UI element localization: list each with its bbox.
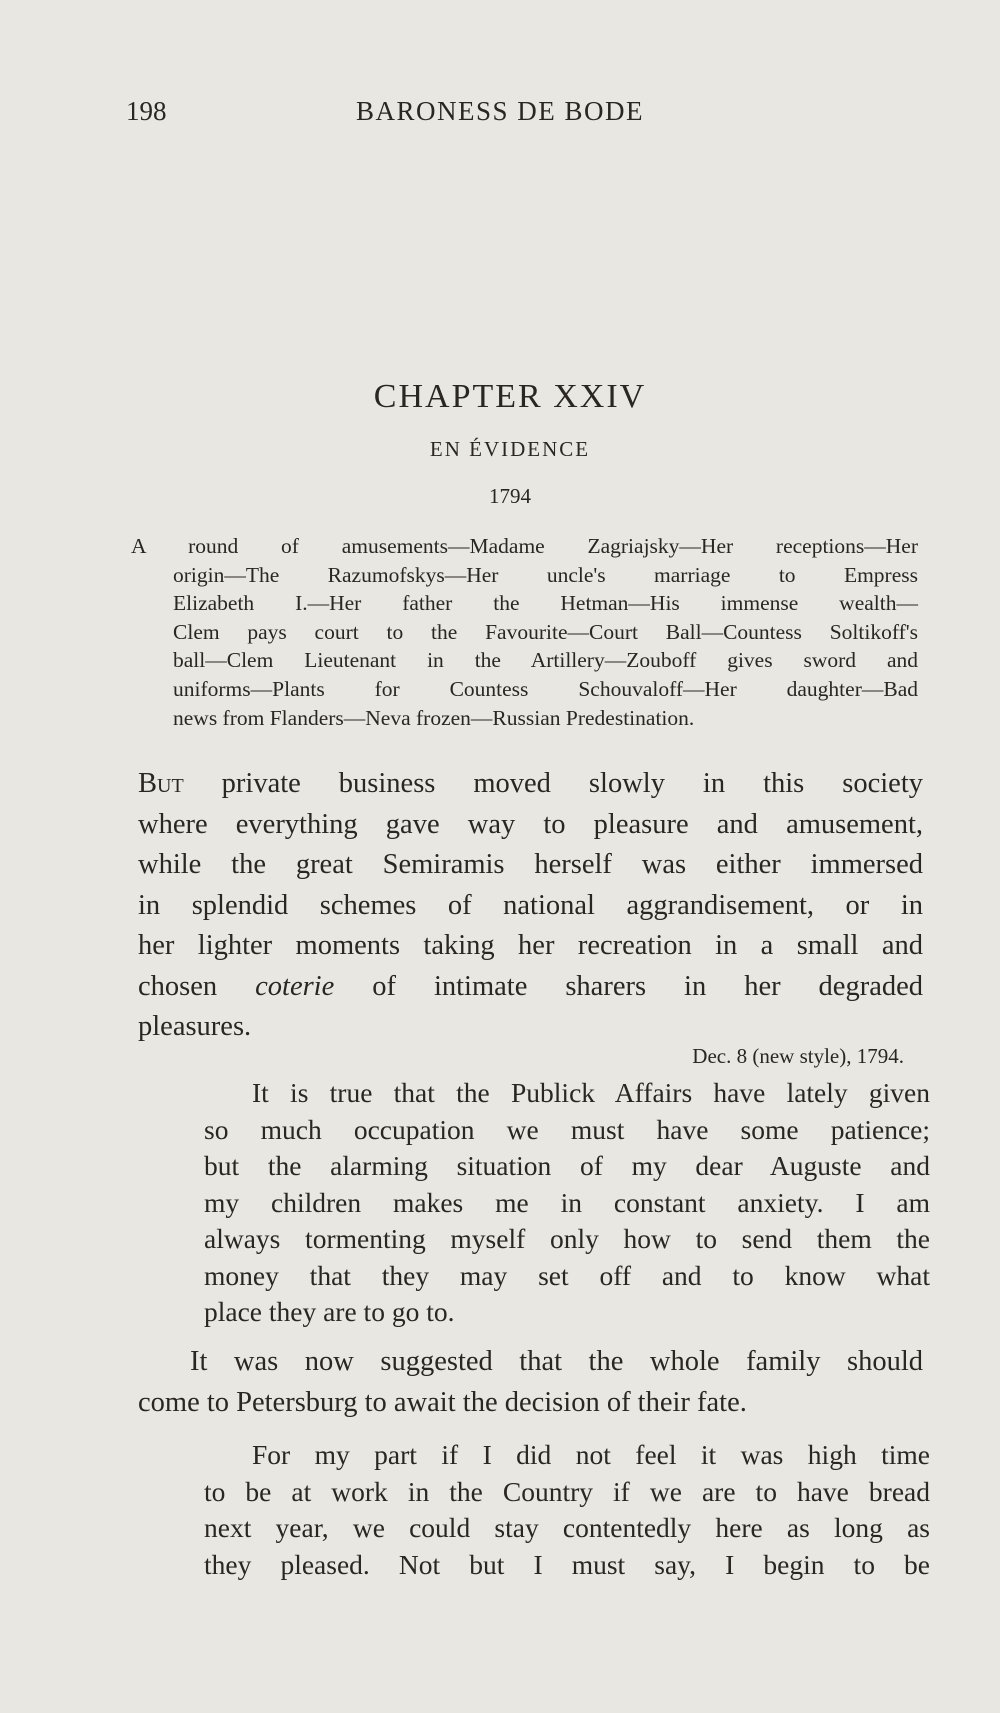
quote-line: next year, we could stay contentedly here as long as [204, 1512, 930, 1543]
body-line [138, 967, 923, 1008]
body-line-text: private business moved slowly in this society [183, 768, 923, 799]
quote-line: It is true that the Publick Affairs have lately given [252, 1077, 930, 1108]
chapter-subtitle: EN ÉVIDENCE [429, 437, 591, 461]
letter-dateline: Dec. 8 (new style), 1794. [692, 1044, 904, 1068]
body-line-text: of intimate sharers in her degraded [334, 970, 924, 1002]
chapter-title: CHAPTER XXIV [373, 378, 647, 415]
body-line: in splendid schemes of national aggrandisement, or in [138, 889, 923, 921]
body-line: come to Petersburg to await the decision of their fate. [138, 1386, 747, 1418]
letter-quote [204, 1437, 930, 1583]
body-line: where everything gave way to pleasure and amusement, [138, 808, 923, 840]
quote-line: For my part if I did not feel it was high time [252, 1439, 930, 1470]
quote-line: money that they may set off and to know what [204, 1259, 930, 1291]
quote-line: always tormenting myself only how to send them the [204, 1223, 930, 1254]
synopsis-line: Clem pays court to the Favourite—Court Ball—Countess Soltikoff's [173, 619, 918, 644]
chapter-year: 1794 [489, 484, 531, 508]
dropcap-word: But [138, 768, 184, 799]
body-line [138, 764, 923, 805]
quote-line: my children makes me in constant anxiety. I am [204, 1186, 930, 1218]
synopsis-line: ball—Clem Lieutenant in the Artillery—Zouboff gives sword and [173, 648, 918, 673]
quote-line: but the alarming situation of my dear Auguste and [204, 1150, 930, 1181]
synopsis-line: uniforms—Plants for Countess Schouvaloff—Her daughter—Bad [173, 676, 918, 701]
running-head [0, 96, 1000, 136]
synopsis-line: A round of amusements—Madame Zagriajsky—Her receptions—Her [131, 534, 918, 558]
body-paragraph [138, 764, 923, 1048]
quote-line: so much occupation we must have some patience; [204, 1113, 930, 1145]
quote-line: place they are to go to. [204, 1296, 455, 1327]
letter-quote [204, 1075, 930, 1331]
body-line: her lighter moments taking her recreation in a small and [138, 930, 923, 961]
synopsis-line: origin—The Razumofskys—Her uncle's marriage to Empress [173, 562, 918, 587]
body-line: while the great Semiramis herself was either immersed [138, 849, 923, 880]
italic-word: coterie [255, 970, 335, 1002]
synopsis-line: news from Flanders—Neva frozen—Russian Predestination. [173, 705, 695, 730]
body-line-text: chosen [138, 970, 256, 1002]
running-title: BARONESS DE BODE [356, 96, 645, 126]
body-paragraph [138, 1342, 923, 1423]
synopsis-line: Elizabeth I.—Her father the Hetman—His immense wealth— [173, 591, 918, 616]
body-line: pleasures. [138, 1011, 252, 1042]
chapter-synopsis [131, 532, 918, 732]
quote-line: to be at work in the Country if we are to have bread [204, 1475, 930, 1507]
page-number: 198 [126, 96, 167, 126]
body-line: It was now suggested that the whole family should [190, 1346, 923, 1377]
quote-line: they pleased. Not but I must say, I begin to be [204, 1548, 930, 1580]
